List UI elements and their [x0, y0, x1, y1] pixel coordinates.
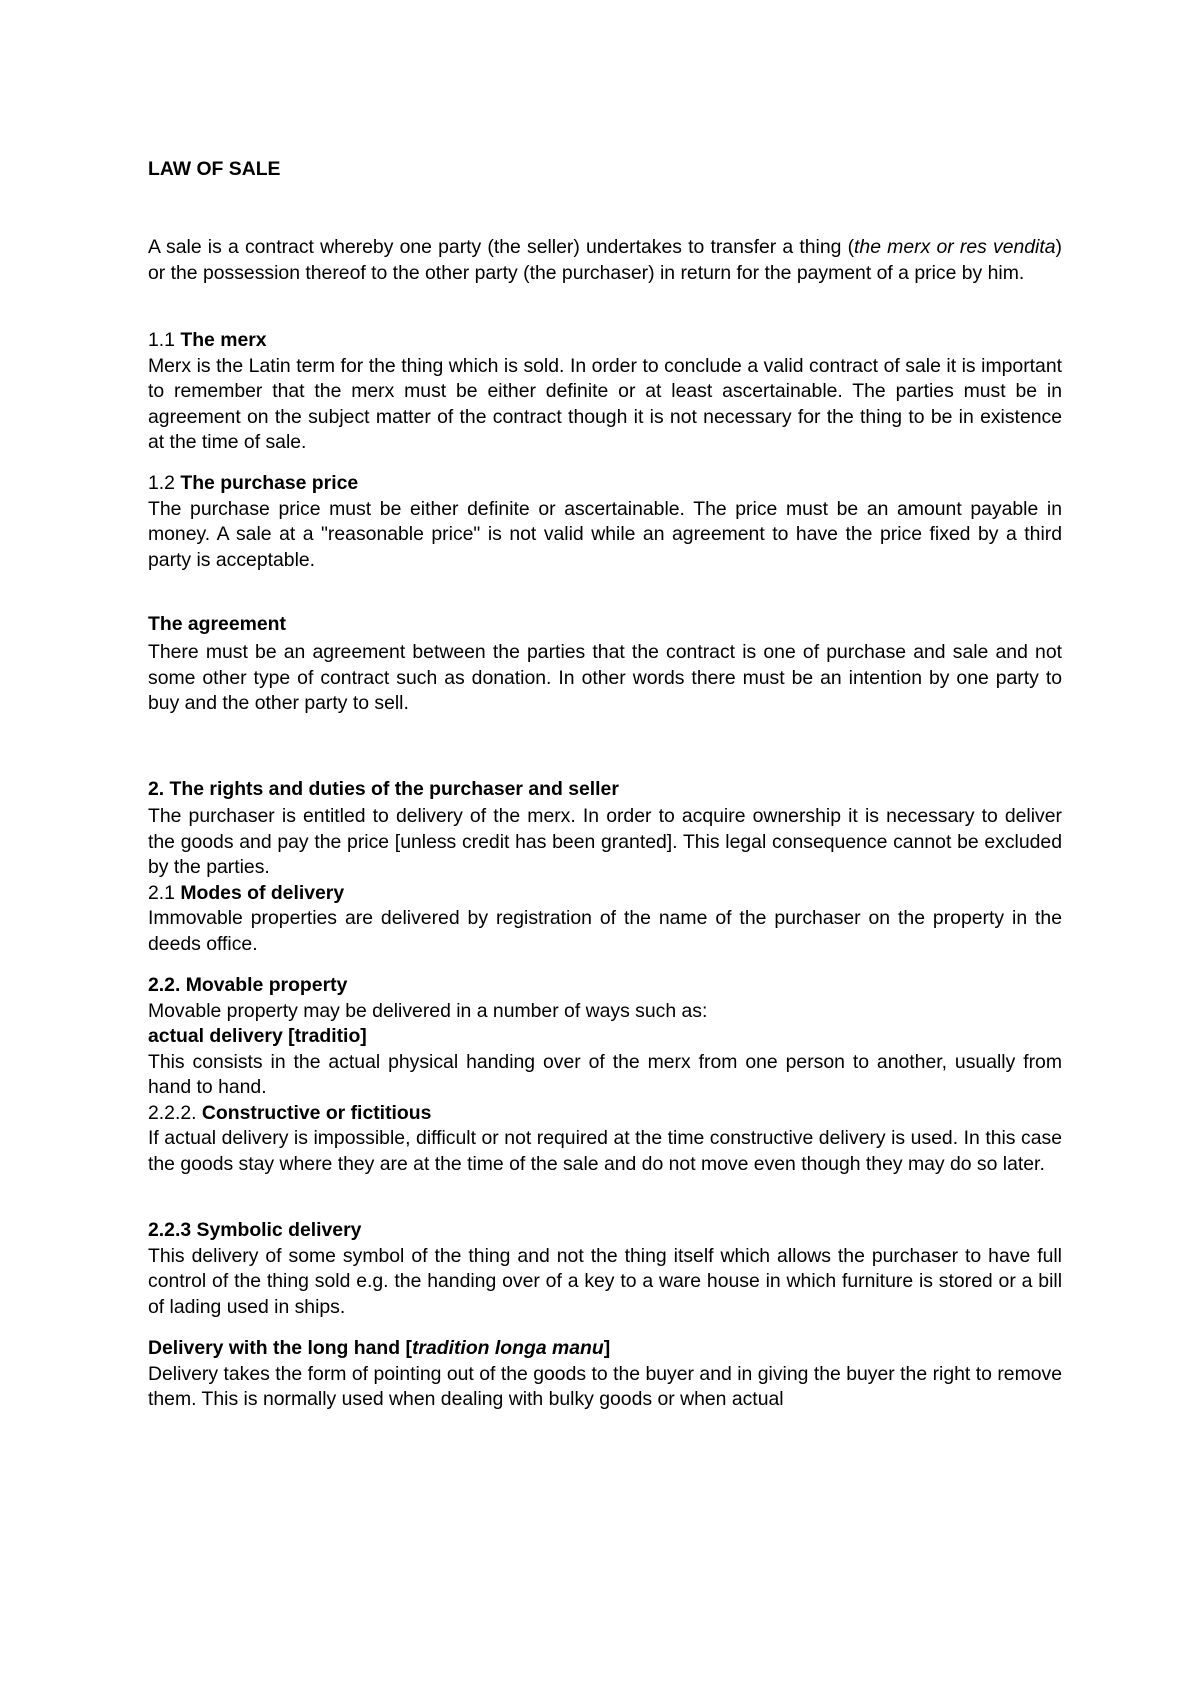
- section-1-2-body: The purchase price must be either definite or ascertainable. The price must be an amount payable in money. A sale at a "reasonable price" is not valid while an agreement to have the price fixed by a third party is acceptable.: [148, 497, 1062, 571]
- actual-delivery-heading: actual delivery [traditio]: [148, 1025, 367, 1047]
- document-page: [148, 0, 1062, 1696]
- long-hand-heading-text-2: ]: [603, 1337, 611, 1359]
- agreement-body: There must be an agreement between the parties that the contract is one of purchase and sale and not some other type of contract such as donation. In other words there must be an intention by one party to buy and the other party to sell.: [148, 641, 1062, 714]
- long-hand-heading: [148, 1336, 1062, 1362]
- section-2-2-body: Movable property may be delivered in a number of ways such as:: [148, 999, 708, 1022]
- section-2-2-heading: 2.2. Movable property: [148, 974, 348, 996]
- intro-italic: the merx or res vendita: [854, 236, 1056, 258]
- actual-delivery-body: This consists in the actual physical handing over of the merx from one person to another, usually from hand to hand.: [148, 1050, 1062, 1098]
- section-heading: Constructive or fictitious: [201, 1101, 432, 1124]
- intro-text-1: A sale is a contract whereby one party (the seller) undertakes to transfer a thing (: [148, 236, 855, 258]
- section-number: 2.1: [148, 881, 181, 904]
- section-number: 1.1: [148, 329, 181, 351]
- section-1-1-body: Merx is the Latin term for the thing which is sold. In order to conclude a valid contract of sale it is important to remember that the merx must be either definite or at least ascertainable. The parties must be in agreement on the subject matter of the contract though it is not necessary for the thing to be in existence at the time of sale.: [148, 354, 1062, 453]
- section-heading: The purchase price: [180, 472, 359, 494]
- long-hand-heading-italic: tradition longa manu: [411, 1337, 604, 1359]
- section-1-1-heading: [148, 328, 1062, 354]
- section-heading: Modes of delivery: [180, 881, 345, 904]
- section-2-2-3-body: This delivery of some symbol of the thing and not the thing itself which allows the purchaser to have full control of the thing sold e.g. the handing over of a key to a ware house in which furniture is stored or a bill of lading used in ships.: [148, 1244, 1062, 1318]
- section-2-2-2-heading: [148, 1101, 1062, 1127]
- agreement-heading: The agreement: [148, 613, 286, 635]
- section-2-1-body: Immovable properties are delivered by registration of the name of the purchaser on the property in the deeds office.: [148, 907, 1062, 955]
- section-2-2-3-heading: 2.2.3 Symbolic delivery: [148, 1219, 362, 1241]
- intro-text-2: ) or the possession thereof to the other party (the purchaser) in return for the payment of a price by him.: [148, 236, 1062, 284]
- section-2-body: The purchaser is entitled to delivery of the merx. In order to acquire ownership it is necessary to deliver the goods and pay the price [unless credit has been granted]. This legal consequence cannot be excluded by the parties.: [148, 805, 1062, 878]
- document-title-text: LAW OF SALE: [148, 158, 281, 180]
- long-hand-heading-text-1: Delivery with the long hand [: [148, 1337, 412, 1359]
- intro-paragraph: [148, 235, 1062, 286]
- section-1-2-heading: [148, 471, 1062, 497]
- section-number: 1.2: [148, 472, 181, 494]
- long-hand-body: Delivery takes the form of pointing out of the goods to the buyer and in giving the buyer the right to remove them. This is normally used when dealing with bulky goods or when actual: [148, 1362, 1062, 1410]
- section-number: 2.2.2.: [148, 1101, 202, 1124]
- section-2-2-2-body: If actual delivery is impossible, difficult or not required at the time constructive delivery is used. In this case the goods stay where they are at the time of the sale and do not move even though they may do so later.: [148, 1127, 1062, 1175]
- document-title: [148, 157, 1062, 183]
- section-2-heading: 2. The rights and duties of the purchaser and seller: [148, 778, 619, 800]
- section-heading: The merx: [180, 329, 267, 351]
- section-2-1-heading: [148, 881, 1062, 907]
